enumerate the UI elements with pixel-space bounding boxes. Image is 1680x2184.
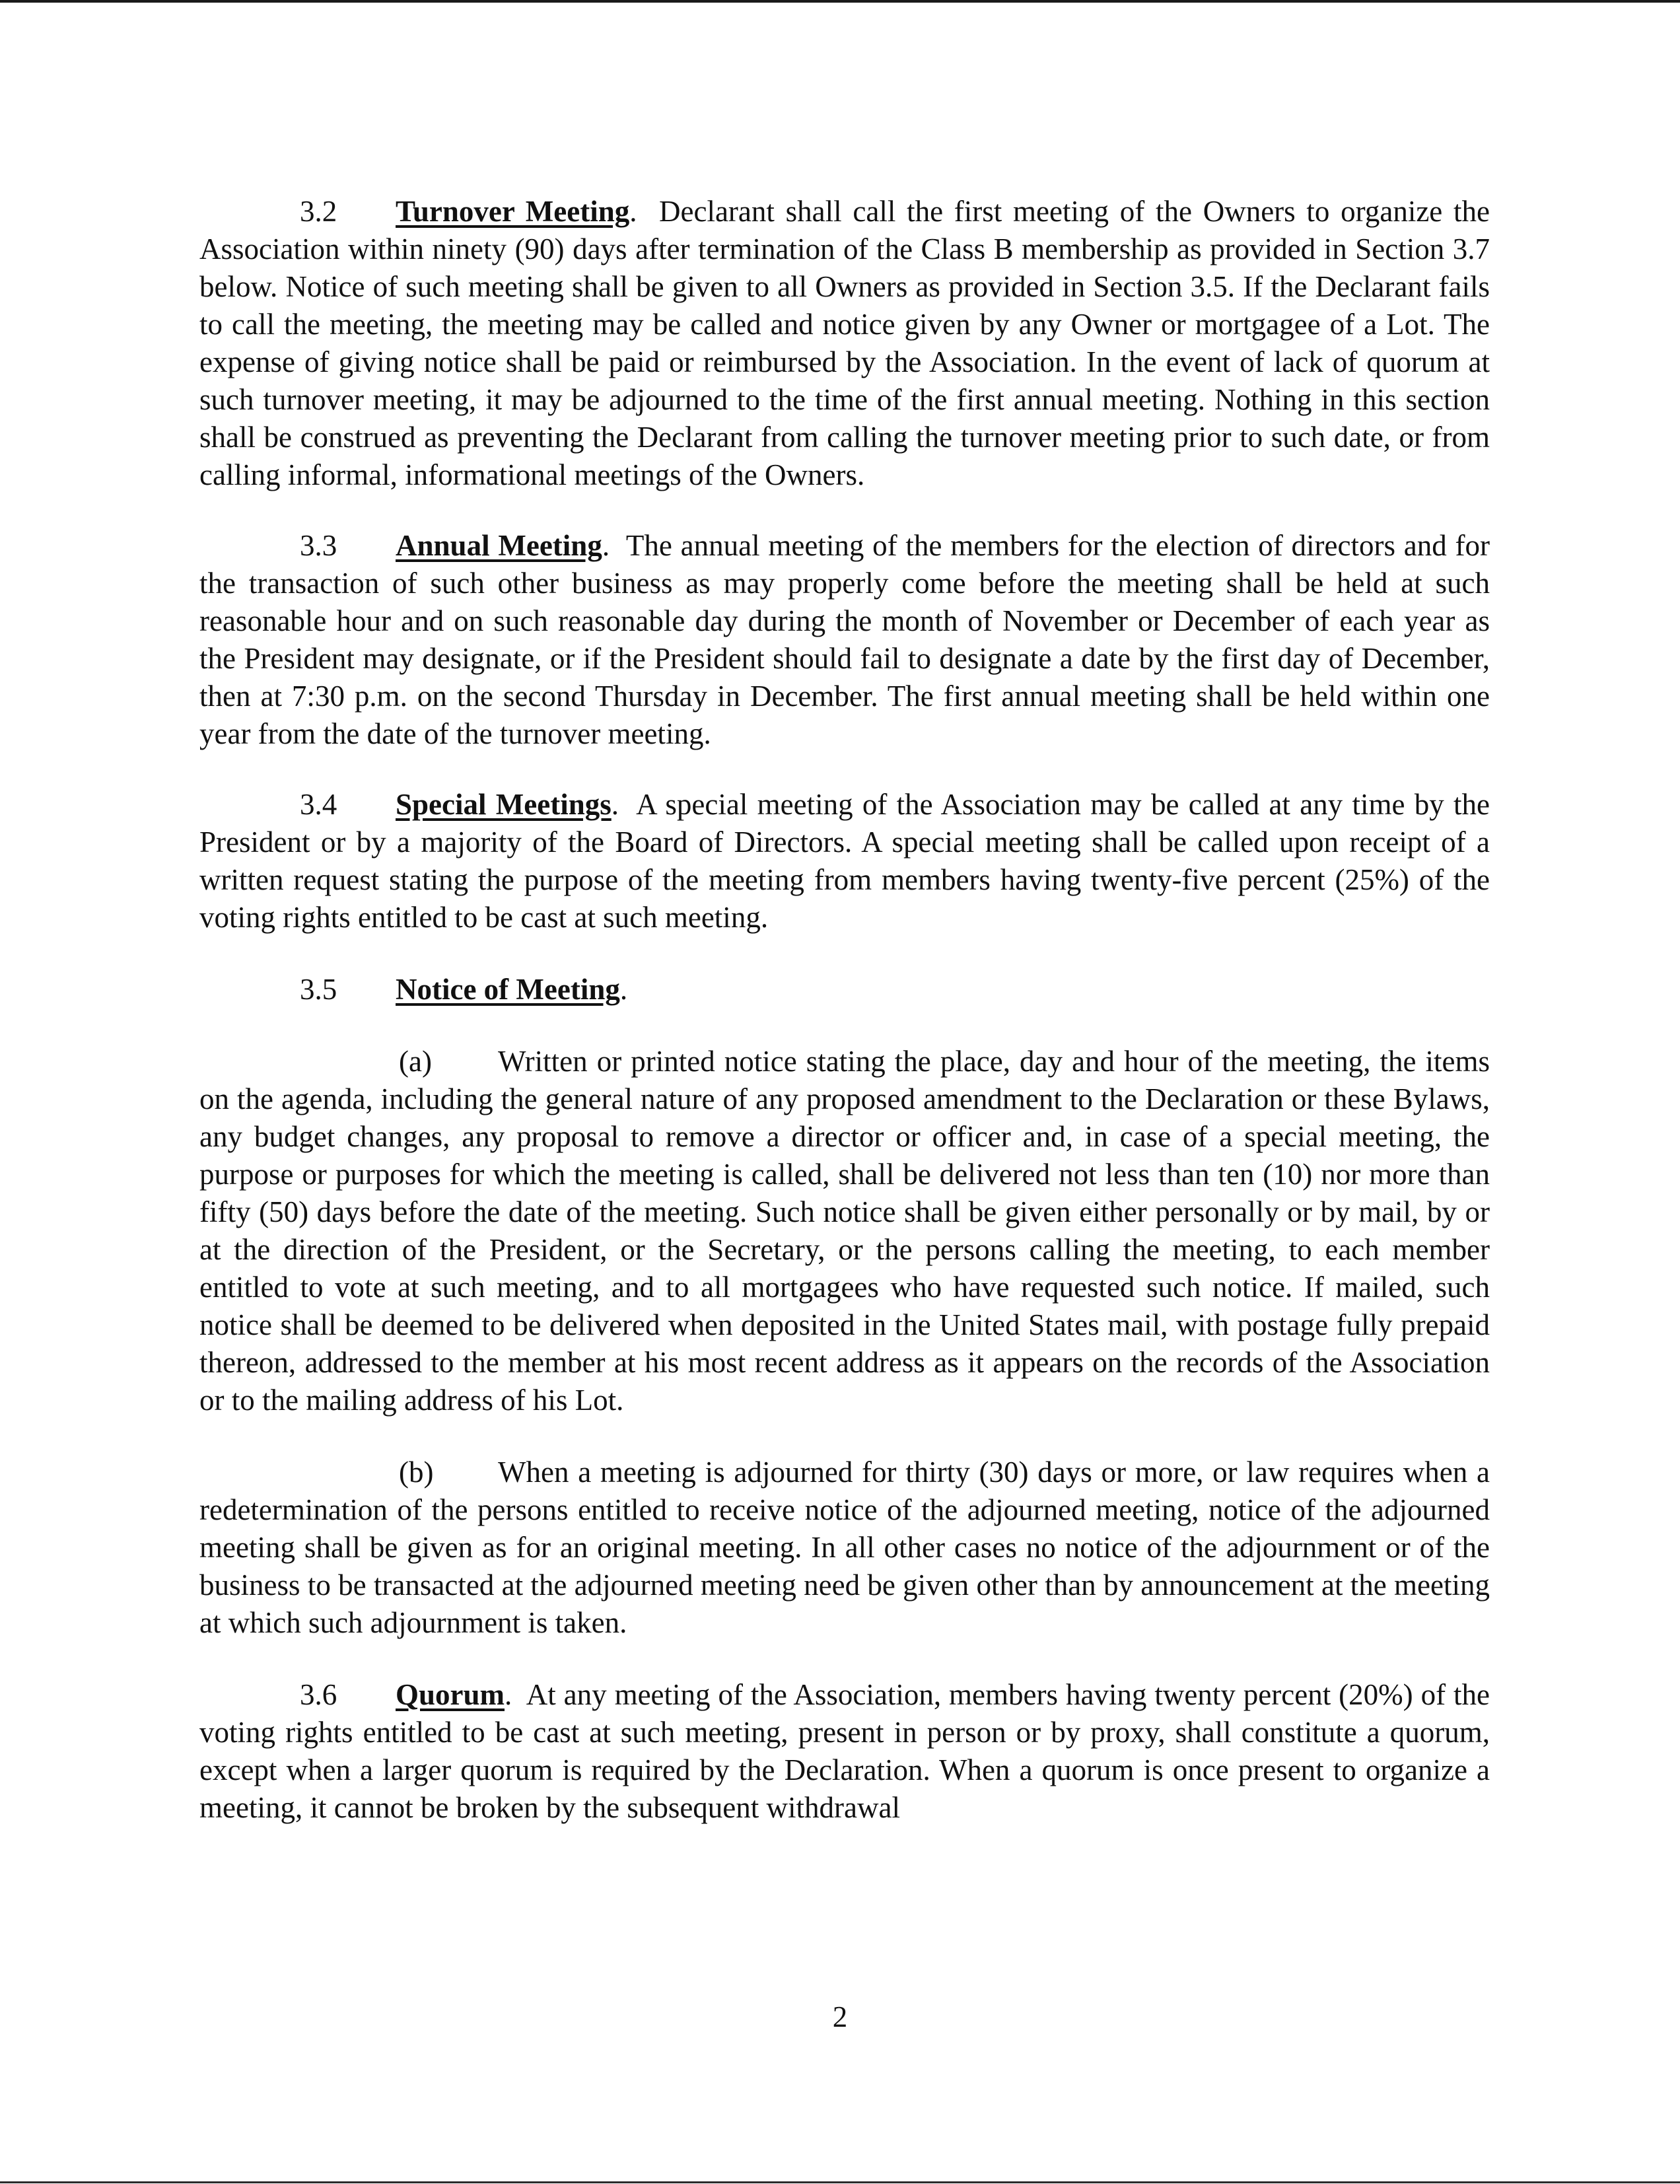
- section-number: 3.2: [300, 195, 337, 228]
- section-heading: Notice of Meeting: [396, 973, 620, 1006]
- section-3-2: 3.2 Turnover Meeting. Declarant shall call the first meeting of the Owners to organize the Association within ninety (90) days after termination of the Class B membership as provided in Section 3.7 below. Notice of such meeting shall be given to all Owners as provided in Section 3.5. If the Declarant fails to call the meeting, the meeting may be called and notice given by any Owner or mortgagee of a Lot. The expense of giving notice shall be paid or reimbursed by the Association. In the event of lack of quorum at such turnover meeting, it may be adjourned to the time of the first annual meeting. Nothing in this section shall be construed as preventing the Declarant from calling the turnover meeting prior to such date, or from calling informal, informational meetings of the Owners.: [199, 193, 1490, 494]
- document-body: [199, 193, 1490, 1827]
- subsection-3-5-a: [199, 1043, 1490, 1419]
- bottom-scan-edge: [0, 2181, 1680, 2183]
- section-3-6: 3.6 Quorum. At any meeting of the Association, members having twenty percent (20%) of the voting rights entitled to be cast at such meeting, present in person or by proxy, shall constitute a quorum, except when a larger quorum is required by the Declaration. When a quorum is once present to organize a meeting, it cannot be broken by the subsequent withdrawal: [199, 1676, 1490, 1827]
- section-number: 3.6: [300, 1678, 337, 1711]
- subsection-label: (b): [399, 1456, 434, 1489]
- section-heading: Annual Meeting: [396, 529, 602, 562]
- top-scan-edge: [0, 0, 1680, 3]
- subsection-body: When a meeting is adjourned for thirty (30) days or more, or law requires when a redetermination of the persons entitled to receive notice of the adjourned meeting, notice of the adjourned meeting shall be given as for an original meeting. In all other cases no notice of the adjournment or of the business to be transacted at the adjourned meeting need be given other than by announcement at the meeting at which such adjournment is taken.: [199, 1456, 1490, 1639]
- section-body: The annual meeting of the members for the election of directors and for the transaction of such other business as may properly come before the meeting shall be held at such reasonable hour and on such reasonable day during the month of November or December of each year as the President may designate, or if the President should fail to designate a date by the first day of December, then at 7:30 p.m. on the second Thursday in December. The first annual meeting shall be held within one year from the date of the turnover meeting.: [199, 529, 1490, 750]
- subsection-label: (a): [399, 1045, 432, 1078]
- section-3-5: 3.5 Notice of Meeting.: [199, 971, 1490, 1008]
- page-number: 2: [832, 2000, 848, 2033]
- section-3-3: 3.3 Annual Meeting. The annual meeting of the members for the election of directors and for the transaction of such other business as may properly come before the meeting shall be held at such reasonable hour and on such reasonable day during the month of November or December of each year as the President may designate, or if the President should fail to designate a date by the first day of December, then at 7:30 p.m. on the second Thursday in December. The first annual meeting shall be held within one year from the date of the turnover meeting.: [199, 527, 1490, 753]
- section-body: Declarant shall call the first meeting of the Owners to organize the Association within ninety (90) days after termination of the Class B membership as provided in Section 3.7 below. Notice of such meeting shall be given to all Owners as provided in Section 3.5. If the Declarant fails to call the meeting, the meeting may be called and notice given by any Owner or mortgagee of a Lot. The expense of giving notice shall be paid or reimbursed by the Association. In the event of lack of quorum at such turnover meeting, it may be adjourned to the time of the first annual meeting. Nothing in this section shall be construed as preventing the Declarant from calling the turnover meeting prior to such date, or from calling informal, informational meetings of the Owners.: [199, 195, 1490, 491]
- section-number: 3.3: [300, 529, 337, 562]
- subsection-3-5-b: [199, 1454, 1490, 1642]
- section-body: At any meeting of the Association, members having twenty percent (20%) of the voting rights entitled to be cast at such meeting, present in person or by proxy, shall constitute a quorum, except when a larger quorum is required by the Declaration. When a quorum is once present to organize a meeting, it cannot be broken by the subsequent withdrawal: [199, 1678, 1490, 1824]
- section-heading: Special Meetings: [396, 788, 612, 821]
- section-heading: Quorum: [396, 1678, 505, 1711]
- section-3-4: 3.4 Special Meetings. A special meeting of the Association may be called at any time by the President or by a majority of the Board of Directors. A special meeting shall be called upon receipt of a written request stating the purpose of the meeting from members having twenty-five percent (25%) of the voting rights entitled to be cast at such meeting.: [199, 786, 1490, 936]
- section-heading: Turnover Meeting: [396, 195, 630, 228]
- subsection-body: Written or printed notice stating the place, day and hour of the meeting, the items on the agenda, including the general nature of any proposed amendment to the Declaration or these Bylaws, any budget changes, any proposal to remove a director or officer and, in case of a special meeting, the purpose or purposes for which the meeting is called, shall be delivered not less than ten (10) nor more than fifty (50) days before the date of the meeting. Such notice shall be given either personally or by mail, by or at the direction of the President, or the Secretary, or the persons calling the meeting, to each member entitled to vote at such meeting, and to all mortgagees who have requested such notice. If mailed, such notice shall be deemed to be delivered when deposited in the United States mail, with postage fully prepaid thereon, addressed to the member at his most recent address as it appears on the records of the Association or to the mailing address of his Lot.: [199, 1045, 1490, 1417]
- section-body: A special meeting of the Association may be called at any time by the President or by a majority of the Board of Directors. A special meeting shall be called upon receipt of a written request stating the purpose of the meeting from members having twenty-five percent (25%) of the voting rights entitled to be cast at such meeting.: [199, 788, 1490, 934]
- section-number: 3.5: [300, 973, 337, 1006]
- section-number: 3.4: [300, 788, 337, 821]
